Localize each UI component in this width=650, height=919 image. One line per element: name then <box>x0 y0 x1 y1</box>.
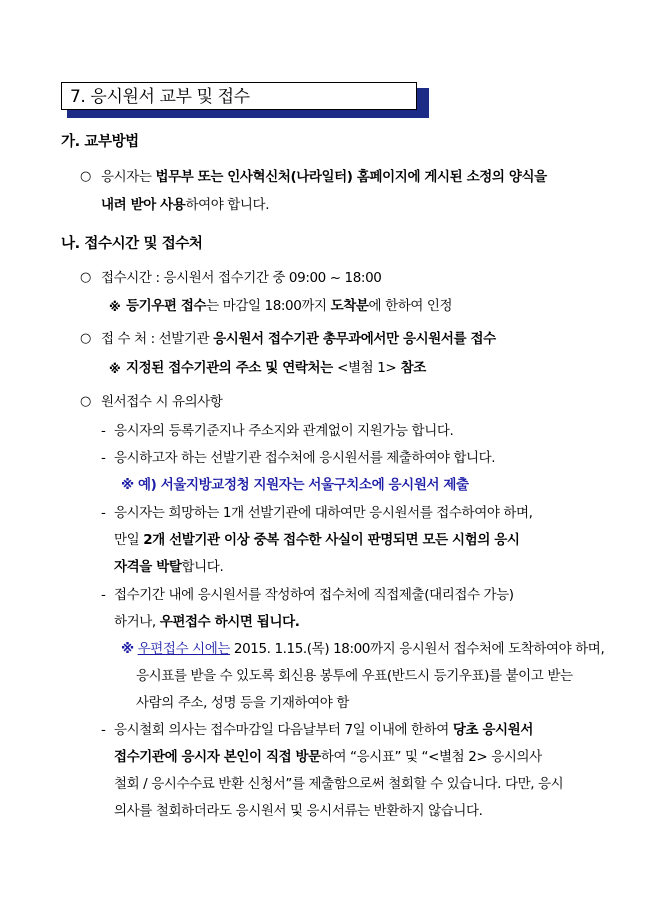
text-run: 등기우편 접수 <box>126 298 207 314</box>
precaution-5-line-4: 의사를 철회하더라도 응시원서 및 응시서류는 반환하지 않습니다. <box>114 803 483 819</box>
text-run: 응시원서 접수기관 총무과에서만 응시원서를 접수 <box>213 331 496 347</box>
precaution-2: 응시하고자 하는 선발기관 접수처에 응시원서를 제출하여야 합니다. <box>114 450 496 466</box>
subheading-reception: 나. 접수시간 및 접수처 <box>61 236 203 252</box>
text-run: 당초 응시원서 <box>452 722 533 738</box>
reception-office <box>101 330 496 348</box>
text-run: 하여야 합니다. <box>185 197 270 213</box>
precaution-3-line-2 <box>114 531 520 549</box>
text-run: 하여 “응시표” 및 “<별첨 2> 응시의사 <box>320 749 542 765</box>
dash-mark: - <box>101 505 106 521</box>
text-run: 접수기관에 응시자 본인이 직접 방문 <box>114 749 321 765</box>
text-run: 지정된 접수기관의 주소 및 연락처는 <box>126 360 338 376</box>
distribution-line-2 <box>101 196 269 214</box>
example-note: ※ 예) 서울지방교정청 지원자는 서울구치소에 응시원서 제출 <box>121 477 469 493</box>
mail-note-rest: 2015. 1.15.(목) 18:00까지 응시원서 접수처에 도착하여야 하며, <box>230 641 605 657</box>
dash-mark: - <box>101 722 106 738</box>
text-run: 법무부 또는 인사혁신처(나라일터) 홈페이지에 게시된 소정의 양식을 <box>155 169 547 185</box>
text-run: 만일 <box>114 532 144 548</box>
text-run: 에 한하여 인정 <box>368 298 453 314</box>
attachment-1-note <box>126 359 426 377</box>
bullet-circle: ○ <box>80 331 91 346</box>
mail-note-highlight: 우편접수 시에는 <box>137 641 231 657</box>
note-mark: ※ <box>121 641 134 657</box>
bullet-circle: ○ <box>80 270 91 285</box>
precaution-5-line-2 <box>114 748 542 766</box>
section-title: 7. 응시원서 교부 및 접수 <box>61 82 417 110</box>
text-run: 자격을 박탈 <box>114 559 182 575</box>
section-title-box <box>61 82 431 120</box>
bullet-circle: ○ <box>80 169 91 184</box>
precaution-4-line-1: 접수기간 내에 응시원서를 작성하여 접수처에 직접제출(대리접수 가능) <box>114 587 514 603</box>
bullet-circle: ○ <box>80 394 91 409</box>
text-run: 2개 선발기관 이상 중복 접수한 사실이 판명되면 모든 시험의 응시 <box>143 532 520 548</box>
mail-deadline-note-line-3: 사람의 주소, 성명 등을 기재하여야 함 <box>136 695 349 711</box>
note-mark: ※ <box>109 362 121 376</box>
text-run: 접 수 처 : 선발기관 <box>101 331 214 347</box>
mail-deadline-note-line-2: 응시표를 받을 수 있도록 회신용 봉투에 우표(반드시 등기우표)를 붙이고 받는 <box>136 668 573 684</box>
mail-deadline-note-line-1 <box>121 640 604 658</box>
text-run: 는 마감일 18:00까지 <box>206 298 331 314</box>
precaution-3-line-3 <box>114 558 223 576</box>
precautions-heading: 원서접수 시 유의사항 <box>101 394 223 410</box>
precaution-4-line-2 <box>114 613 299 631</box>
text-run: <별첨 1> <box>337 360 397 376</box>
precaution-5-line-1 <box>114 721 533 739</box>
registered-mail-note <box>126 297 452 315</box>
precaution-1: 응시자의 등록기준지나 주소지와 관계없이 지원가능 합니다. <box>114 423 454 439</box>
text-run: 내려 받아 사용 <box>101 197 186 213</box>
reception-hours: 접수시간 : 응시원서 접수기간 중 09:00 ~ 18:00 <box>101 270 382 286</box>
text-run: 응시자는 <box>101 169 156 185</box>
dash-mark: - <box>101 423 106 439</box>
text-run: 도착분 <box>330 298 369 314</box>
text-run: 응시철회 의사는 접수마감일 다음날부터 7일 이내에 한하여 <box>114 722 453 738</box>
distribution-line-1 <box>101 168 547 186</box>
dash-mark: - <box>101 587 106 603</box>
text-run: 참조 <box>396 360 426 376</box>
text-run: 우편접수 하시면 됩니다. <box>159 614 300 630</box>
precaution-5-line-3: 철회 / 응시수수료 반환 신청서”를 제출함으로써 철회할 수 있습니다. 다만, 응시 <box>114 776 564 792</box>
text-run: 합니다. <box>181 559 224 575</box>
note-mark: ※ <box>109 300 121 314</box>
subheading-distribution: 가. 교부방법 <box>61 134 139 150</box>
dash-mark: - <box>101 450 106 466</box>
precaution-3-line-1: 응시자는 희망하는 1개 선발기관에 대하여만 응시원서를 접수하여야 하며, <box>114 505 533 521</box>
text-run: 하거나, <box>114 614 160 630</box>
